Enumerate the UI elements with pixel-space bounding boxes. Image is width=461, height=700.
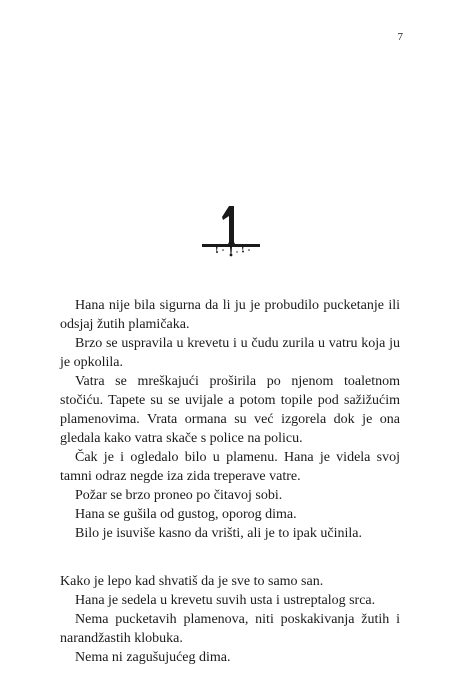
paragraph: Hana se gušila od gustog, oporog dima. [75, 507, 297, 522]
chapter-body-section-2 [60, 572, 400, 667]
paragraph: Nema pucketavih plamenova, niti poskakivanja žutih i narandžastih klobuka. [60, 612, 400, 646]
chapter-body-section-1 [60, 296, 400, 543]
paragraph: Hana je sedela u krevetu suvih usta i ustreptalog srca. [75, 593, 376, 608]
paragraph: Hana nije bila sigurna da li ju je probudilo pucketanje ili odsjaj žutih plamičaka. [60, 298, 400, 332]
paragraph: Vatra se mreškajući proširila po njenom toaletnom stočiću. Tapete su se uvijale a potom topile pod sažižućim plamenovima. Vrata ormana su već izgorela dok je ona gledala kako vatra skače s police na policu. [60, 374, 400, 446]
paragraph: Bilo je isuviše kasno da vrišti, ali je to ipak učinila. [75, 526, 362, 541]
paragraph: Nema ni zagušujućeg dima. [75, 650, 231, 665]
chapter-heading [0, 200, 461, 264]
paragraph: Požar se brzo proneo po čitavoj sobi. [75, 488, 283, 503]
chapter-number-glyph [196, 200, 266, 264]
page-number: 7 [397, 31, 403, 43]
paragraph: Kako je lepo kad shvatiš da je sve to samo san. [60, 574, 324, 589]
paragraph: Brzo se uspravila u krevetu i u čudu zurila u vatru koja ju je opkolila. [60, 336, 400, 370]
paragraph: Čak je i ogledalo bilo u plamenu. Hana je videla svoj tamni odraz negde iza zida treperave vatre. [60, 450, 400, 484]
